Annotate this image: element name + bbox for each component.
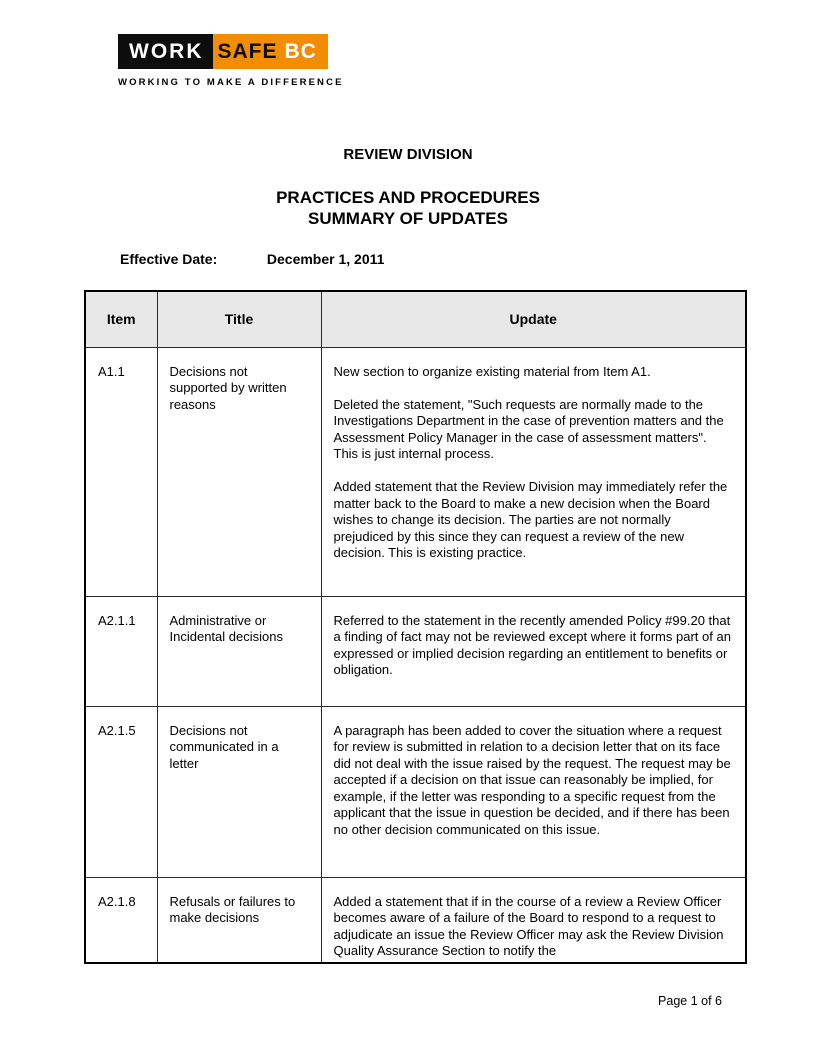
worksafebc-logo-band: [118, 34, 344, 69]
document-subtitle-line1: PRACTICES AND PROCEDURES: [276, 188, 540, 207]
item-cell: [85, 596, 157, 706]
update-cell: [321, 596, 746, 706]
update-paragraph: Added statement that the Review Division may immediately refer the matter back to the Board to make a new decision when the Board wishes to change its decision. The parties are not normally prejudiced by this since they can request a review of the new decision. This is existing practice.: [333, 479, 728, 560]
update-paragraph: New section to organize existing material from Item A1.: [333, 363, 651, 379]
title-cell: [157, 596, 321, 706]
table-row: [85, 596, 746, 706]
title-cell: [157, 706, 321, 877]
document-title: REVIEW DIVISION: [343, 146, 473, 163]
updates-table: [84, 290, 747, 964]
column-header-update: Update: [321, 291, 746, 347]
table-row: [85, 877, 746, 963]
worksafebc-logo: [118, 34, 344, 88]
title-cell: [157, 347, 321, 596]
update-cell: [321, 706, 746, 877]
item-id: A2.1.8: [98, 893, 136, 909]
row-title: Decisions not communicated in a letter: [169, 722, 279, 771]
effective-date-row: [120, 251, 384, 267]
logo-tagline: WORKING TO MAKE A DIFFERENCE: [118, 77, 344, 88]
logo-bc-text: BC: [284, 39, 317, 63]
title-cell: [157, 877, 321, 963]
logo-work-text: WORK: [118, 34, 213, 69]
column-header-item: Item: [85, 291, 157, 347]
row-title: Administrative or Incidental decisions: [169, 612, 283, 644]
table-header-row: [85, 291, 746, 347]
item-id: A1.1: [98, 363, 125, 379]
update-cell: [321, 347, 746, 596]
update-paragraph: Added a statement that if in the course of a review a Review Officer becomes aware of a failure of the Board to respond to a request to adjudicate an issue the Review Officer may ask the Review Division Quality Assurance Section to notify the: [333, 893, 724, 958]
page-number: Page 1 of 6: [658, 994, 722, 1008]
update-cell: [321, 877, 746, 963]
logo-safebc-segment: [213, 34, 328, 69]
row-title: Refusals or failures to make decisions: [169, 893, 296, 925]
table-row: [85, 706, 746, 877]
column-header-title: Title: [157, 291, 321, 347]
effective-date-label: Effective Date:: [120, 251, 218, 267]
update-paragraph: Referred to the statement in the recently amended Policy #99.20 that a finding of fact may not be reviewed except where it forms part of an expressed or implied decision regarding an entitlement to benefits or obligation.: [333, 612, 731, 677]
item-id: A2.1.1: [98, 612, 136, 628]
table-row: [85, 347, 746, 596]
item-cell: [85, 706, 157, 877]
row-title: Decisions not supported by written reasons: [169, 363, 287, 412]
logo-safe-text: SAFE: [217, 39, 278, 63]
update-paragraph: A paragraph has been added to cover the situation where a request for review is submitted in relation to a decision letter that on its face did not deal with the issue raised by the request. The request may be accepted if a decision on that issue can reasonably be implied, for example, if the letter was responding to a specific request from the applicant that the issue in question be decided, and if there has been no other decision communicated on this issue.: [333, 722, 731, 837]
item-cell: [85, 347, 157, 596]
effective-date-value: December 1, 2011: [266, 251, 385, 267]
document-subtitle-line2: SUMMARY OF UPDATES: [308, 209, 508, 228]
update-paragraph: Deleted the statement, "Such requests are normally made to the Investigations Department in the case of prevention matters and the Assessment Policy Manager in the case of assessment matters". This is just internal process.: [333, 396, 724, 461]
item-id: A2.1.5: [98, 722, 136, 738]
item-cell: [85, 877, 157, 963]
